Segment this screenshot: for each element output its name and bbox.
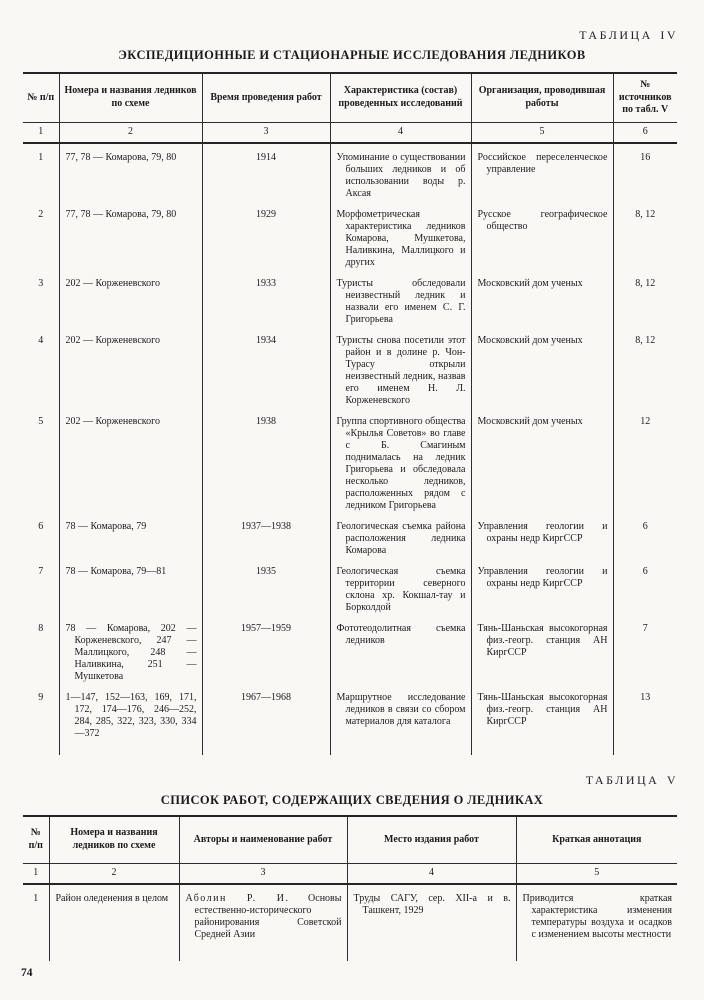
organization-cell: Управления геологии и охраны недр КиргССР (471, 566, 613, 623)
column-number: 1 (23, 122, 59, 143)
works-list-table-body (23, 884, 677, 961)
glacier-numbers-cell: 77, 78 — Комарова, 79, 80 (59, 143, 202, 209)
col-header-work-period: Время проведения работ (202, 73, 330, 122)
table5-title: СПИСОК РАБОТ, СОДЕРЖАЩИХ СВЕДЕНИЯ О ЛЕДНИКАХ (160, 792, 544, 807)
table-row (23, 623, 677, 692)
publication-place-cell: Труды САГУ, сер. XII-а и в. Ташкент, 1929 (347, 884, 516, 961)
work-period-cell: 1957—1959 (202, 623, 330, 692)
work-period-cell: 1914 (202, 143, 330, 209)
table-row (23, 278, 677, 335)
column-number: 2 (49, 864, 179, 885)
expeditions-table (23, 72, 677, 755)
source-numbers-cell: 13 (640, 691, 651, 703)
glacier-numbers-cell: 202 — Корженевского (59, 416, 202, 521)
row-number-cell: 4 (23, 335, 59, 416)
source-numbers-cell: 8, 12 (635, 334, 656, 346)
glacier-numbers-cell: 202 — Корженевского (59, 278, 202, 335)
table-row (23, 521, 677, 566)
column-number: 1 (23, 864, 49, 885)
research-description-cell: Группа спортивного общества «Крылья Советов» во главе с Б. Смагиным поднималась на ледник Григорьева и обследовала несколько ледников, расположенных рядом с ледником Григорьева (330, 416, 471, 521)
glacier-numbers-cell: 78 — Комарова, 79—81 (59, 566, 202, 623)
table4-caption: ТАБЛИЦА IV (579, 28, 678, 42)
col-header-research-description: Характеристика (состав) проведенных исследований (330, 73, 471, 122)
glacier-numbers-cell: 78 — Комарова, 202 — Корженевского, 247 — Маллицкого, 248 — Наливкина, 251 — Мушкетова (59, 623, 202, 692)
research-description-cell: Геологическая съемка территории северного склона хр. Кокшал-тау и Борколдой (330, 566, 471, 623)
header-row (23, 73, 677, 122)
table4-title: ЭКСПЕДИЦИОННЫЕ И СТАЦИОНАРНЫЕ ИССЛЕДОВАНИЯ ЛЕДНИКОВ (118, 48, 586, 62)
source-numbers-cell: 16 (640, 151, 651, 163)
col-header-organization: Организация, проводившая работы (471, 73, 613, 122)
research-description-cell: Маршрутное исследование ледников в связи со сбором материалов для каталога (330, 692, 471, 755)
source-numbers-cell: 8, 12 (635, 208, 656, 220)
expeditions-table-body (23, 143, 677, 755)
organization-cell: Русское географическое общество (471, 209, 613, 278)
column-numbers-row (23, 122, 677, 143)
expeditions-table-head (23, 73, 677, 143)
work-period-cell: 1937—1938 (202, 521, 330, 566)
research-description-cell: Туристы снова посетили этот район и в долине р. Чон-Турасу открыли неизвестный ледник, назвав его именем Н. Л. Корженевского (330, 335, 471, 416)
source-numbers-cell: 6 (642, 565, 648, 577)
work-period-cell: 1929 (202, 209, 330, 278)
row-number-cell: 8 (23, 623, 59, 692)
column-number: 3 (202, 122, 330, 143)
table5-caption: ТАБЛИЦА V (585, 772, 678, 787)
author-name: Аболин Р. И. (185, 893, 290, 904)
organization-cell: Тянь-Шаньская высокогорная физ.-геогр. станция АН КиргССР (471, 692, 613, 755)
col-header-authors-works: Авторы и наименование работ (179, 816, 347, 864)
row-number-cell: 5 (23, 416, 59, 521)
source-numbers-cell: 8, 12 (635, 277, 656, 289)
research-description-cell: Морфометрическая характеристика ледников Комарова, Мушкетова, Наливкина, Маллицкого и других (330, 209, 471, 278)
source-numbers-cell: 7 (642, 622, 648, 634)
organization-cell: Российское переселенческое управление (471, 143, 613, 209)
glacier-numbers-cell: 1—147, 152—163, 169, 171, 172, 174—176, 246—252, 284, 285, 322, 323, 330, 334—372 (59, 692, 202, 755)
column-number: 4 (347, 864, 516, 885)
work-period-cell: 1938 (202, 416, 330, 521)
row-number-cell: 1 (23, 143, 59, 209)
research-description-cell: Геологическая съемка района расположения ледника Комарова (330, 521, 471, 566)
col-header-annotation: Краткая аннотация (516, 816, 677, 864)
source-numbers-cell: 6 (642, 520, 648, 532)
organization-cell: Московский дом ученых (471, 416, 613, 521)
organization-cell: Управления геологии и охраны недр КиргССР (471, 521, 613, 566)
row-number-cell: 9 (23, 692, 59, 755)
col-header-row-number: № п/п (23, 73, 59, 122)
row-number-cell: 6 (23, 521, 59, 566)
research-description-cell: Упоминание о существовании больших ледников и об использовании воды р. Аксая (330, 143, 471, 209)
row-number-cell: 3 (23, 278, 59, 335)
column-number: 6 (613, 122, 677, 143)
annotation-cell: Приводится краткая характеристика изменения температуры воздуха и осадков с изменением высоты местности (522, 893, 672, 940)
row-number-cell: 7 (23, 566, 59, 623)
header-row (23, 816, 677, 864)
work-period-cell: 1935 (202, 566, 330, 623)
table-row (23, 335, 677, 416)
glacier-numbers-cell: 202 — Корженевского (59, 335, 202, 416)
work-period-cell: 1933 (202, 278, 330, 335)
col-header-glacier-numbers: Номера и названия ледников по схеме (59, 73, 202, 122)
works-list-table-head (23, 816, 677, 885)
table-row (23, 566, 677, 623)
organization-cell: Московский дом ученых (471, 335, 613, 416)
table-row (23, 692, 677, 755)
research-description-cell: Туристы обследовали неизвестный ледник и назвали его именем С. Г. Григорьева (330, 278, 471, 335)
col-header-row-number: № п/п (23, 816, 49, 864)
table-row (23, 884, 677, 961)
column-number: 4 (330, 122, 471, 143)
organization-cell: Тянь-Шаньская высокогорная физ.-геогр. станция АН КиргССР (471, 623, 613, 692)
column-number: 5 (471, 122, 613, 143)
table-row (23, 416, 677, 521)
col-header-publication-place: Место издания работ (347, 816, 516, 864)
glacier-numbers-cell: 78 — Комарова, 79 (59, 521, 202, 566)
works-list-table (23, 815, 677, 962)
organization-cell: Московский дом ученых (471, 278, 613, 335)
col-header-glacier-numbers: Номера и названия ледников по схеме (49, 816, 179, 864)
glacier-numbers-cell: 77, 78 — Комарова, 79, 80 (59, 209, 202, 278)
row-number-cell: 1 (23, 884, 49, 961)
glacier-area-cell: Район оледенения в целом (49, 884, 179, 961)
column-number: 2 (59, 122, 202, 143)
column-numbers-row (23, 864, 677, 885)
column-number: 5 (516, 864, 677, 885)
row-number-cell: 2 (23, 209, 59, 278)
table-row (23, 209, 677, 278)
column-number: 3 (179, 864, 347, 885)
research-description-cell: Фототеодолитная съемка ледников (330, 623, 471, 692)
source-numbers-cell: 12 (640, 415, 651, 427)
page-number: 74 (21, 967, 33, 979)
work-period-cell: 1967—1968 (202, 692, 330, 755)
work-title-cell: Аболин Р. И. Основы естественно-исторического районирования Советской Средней Азии (179, 884, 347, 961)
table-row (23, 143, 677, 209)
work-period-cell: 1934 (202, 335, 330, 416)
col-header-source-numbers: № источников по табл. V (613, 73, 677, 122)
